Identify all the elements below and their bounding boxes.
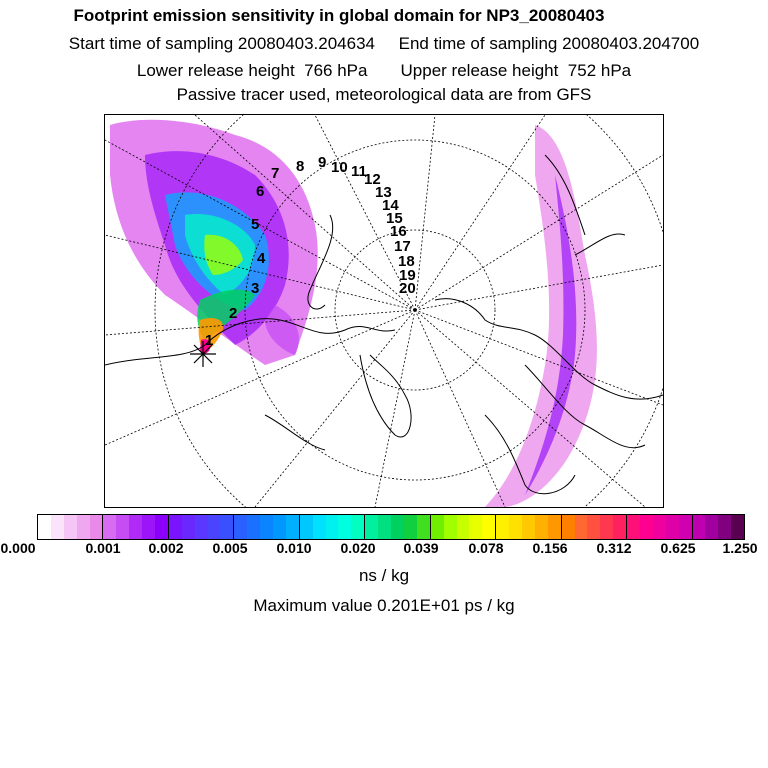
tick-label: 0.000 <box>0 540 36 556</box>
color-swatch <box>679 515 693 539</box>
color-swatch <box>273 515 286 539</box>
color-swatch <box>666 515 679 539</box>
trajectory-label: 16 <box>390 223 407 240</box>
trajectory-label: 10 <box>331 159 348 176</box>
trajectory-label: 9 <box>318 154 327 171</box>
color-swatch <box>51 515 64 539</box>
tick-label: 0.010 <box>276 540 312 556</box>
trajectory-label: 12 <box>364 171 381 188</box>
release-height-line: Lower release height 766 hPa Upper release height 752 hPa <box>136 61 632 80</box>
color-swatch <box>129 515 142 539</box>
color-swatch <box>182 515 195 539</box>
tracer-info-line: Passive tracer used, meteorological data are from GFS <box>176 85 592 104</box>
trajectory-label: 2 <box>229 305 238 322</box>
color-swatch <box>417 515 431 539</box>
color-swatch <box>338 515 351 539</box>
color-swatch <box>535 515 548 539</box>
sampling-time-line: Start time of sampling 20080403.204634 End time of sampling 20080403.204700 <box>68 34 700 53</box>
figure-title: Footprint emission sensitivity in global domain for NP3_20080403 <box>73 6 605 25</box>
color-swatch <box>116 515 129 539</box>
color-swatch <box>286 515 300 539</box>
tick-label: 0.005 <box>212 540 248 556</box>
trajectory-label: 17 <box>394 238 411 255</box>
tick-label: 0.156 <box>532 540 568 556</box>
color-swatch <box>38 515 51 539</box>
color-swatch <box>326 515 339 539</box>
color-swatch <box>496 515 509 539</box>
color-swatch <box>142 515 155 539</box>
color-swatch <box>247 515 260 539</box>
color-swatch <box>404 515 417 539</box>
color-swatch <box>220 515 234 539</box>
color-swatch <box>444 515 457 539</box>
color-swatch <box>627 515 640 539</box>
trajectory-label: 8 <box>296 158 305 175</box>
color-swatch <box>431 515 444 539</box>
color-swatch <box>653 515 666 539</box>
color-swatch <box>391 515 404 539</box>
color-swatch <box>457 515 470 539</box>
color-swatch <box>562 515 575 539</box>
color-swatch <box>587 515 600 539</box>
color-swatch <box>378 515 391 539</box>
tick-label: 0.020 <box>340 540 376 556</box>
color-swatch <box>731 515 744 539</box>
max-value-label: Maximum value 0.201E+01 ps / kg <box>253 596 515 615</box>
tick-label: 0.078 <box>468 540 504 556</box>
trajectory-label: 18 <box>398 253 415 270</box>
trajectory-label: 11 <box>351 163 367 180</box>
footprint-map <box>104 114 664 508</box>
color-swatch <box>300 515 313 539</box>
color-swatch <box>365 515 378 539</box>
color-swatch <box>64 515 77 539</box>
color-swatch <box>613 515 627 539</box>
color-swatch <box>693 515 706 539</box>
color-swatch <box>351 515 365 539</box>
tick-label: 0.625 <box>660 540 696 556</box>
trajectory-label: 7 <box>271 165 280 182</box>
trajectory-label: 20 <box>399 280 416 297</box>
color-swatch <box>90 515 104 539</box>
trajectory-label: 14 <box>382 197 399 214</box>
trajectory-label: 1 <box>205 332 214 349</box>
color-swatch <box>705 515 718 539</box>
sensitivity-plume <box>110 120 318 365</box>
color-swatch <box>575 515 588 539</box>
trajectory-label: 19 <box>399 267 416 284</box>
color-swatch <box>208 515 221 539</box>
trajectory-label: 13 <box>375 184 392 201</box>
color-swatch <box>103 515 116 539</box>
tick-label: 0.039 <box>403 540 439 556</box>
color-swatch <box>640 515 653 539</box>
units-label: ns / kg <box>358 566 410 585</box>
color-swatch <box>522 515 535 539</box>
trajectory-label: 5 <box>251 216 260 233</box>
color-swatch <box>234 515 247 539</box>
trajectory-label: 15 <box>386 210 403 227</box>
color-swatch <box>718 515 731 539</box>
tick-label: 0.001 <box>85 540 121 556</box>
color-swatch <box>482 515 496 539</box>
color-swatch <box>600 515 613 539</box>
tick-label: 0.002 <box>148 540 184 556</box>
color-swatch <box>195 515 208 539</box>
tick-label: 0.312 <box>596 540 632 556</box>
trajectory-label: 3 <box>251 280 260 297</box>
color-swatch <box>548 515 562 539</box>
color-swatch <box>313 515 326 539</box>
tick-label: 1.250 <box>722 540 758 556</box>
map-canvas <box>105 115 663 507</box>
color-swatch <box>155 515 169 539</box>
color-swatch <box>509 515 522 539</box>
color-swatch <box>169 515 182 539</box>
sensitivity-arc <box>485 125 597 507</box>
trajectory-label: 4 <box>257 250 266 267</box>
color-swatch <box>260 515 273 539</box>
trajectory-label: 6 <box>256 183 265 200</box>
color-scale-bar <box>37 514 745 540</box>
color-swatch <box>77 515 90 539</box>
color-swatch <box>469 515 482 539</box>
